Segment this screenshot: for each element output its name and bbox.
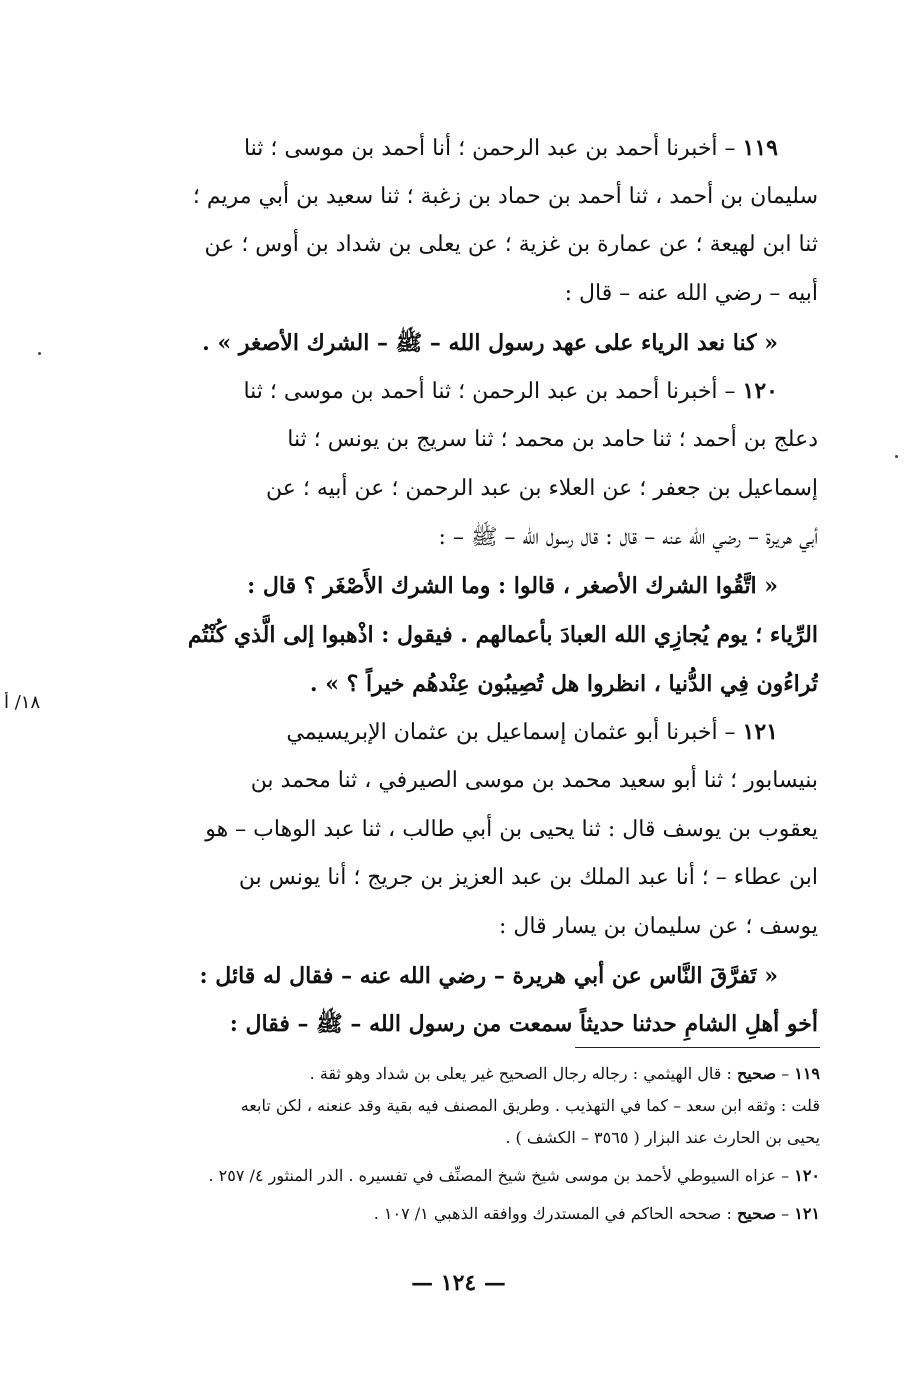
line-text: ثنا ابن لهيعة ؛ عن عمارة بن غزية ؛ عن يعلى بن شداد بن أوس ؛ عن: [204, 232, 818, 258]
line-text: « اتَّقُوا الشرك الأصغر ، قالوا : وما الشرك الأَصْغَر ؟ قال :: [247, 573, 778, 600]
scan-speck: [38, 352, 41, 355]
line-text: ابن عطاء – ؛ أنا عبد الملك بن عبد العزيز بن جريج ؛ أنا يونس بن: [238, 865, 818, 891]
line-text: الرِّياء ؛ يوم يُجازِي الله العبادَ بأعمالهم . فيقول : اذْهبوا إلى الَّذي كُنْتُم: [187, 621, 818, 648]
text-line: [118, 854, 818, 903]
line-text: – أخبرنا أحمد بن عبد الرحمن ؛ أنا أحمد بن موسى ؛ ثنا: [243, 136, 736, 161]
footnote-line: [70, 1090, 820, 1122]
line-text: – أخبرنا أبو عثمان إسماعيل بن عثمان الإبريسيمي: [286, 720, 736, 746]
line-text: بنيسابور ؛ ثنا أبو سعيد محمد بن موسى الصيرفي ، ثنا محمد بن: [250, 767, 818, 793]
text-line: [118, 806, 818, 855]
text-line: [118, 757, 818, 806]
footnote-text: قلت : وثقه ابن سعد – كما في التهذيب . وطريق المصنف فيه بقية وقد عنعنه ، لكن تابعه: [240, 1096, 820, 1115]
footnote-line: ١١٩ – صحيح : قال الهيثمي : رجاله رجال الصحيح غير يعلى بن شداد وهو ثقة .: [309, 1064, 820, 1083]
text-line: [118, 416, 818, 465]
text-line: [118, 319, 818, 368]
text-line: [118, 270, 818, 319]
text-line: [118, 952, 818, 1001]
line-text: إسماعيل بن جعفر ؛ عن العلاء بن عبد الرحمن ؛ عن أبيه ؛ عن: [265, 475, 818, 501]
text-line: [118, 221, 818, 270]
text-line: [118, 660, 818, 709]
line-text: « تَفرَّقَ النَّاس عن أبي هريرة – رضي الله عنه – فقال له قائل :: [199, 962, 778, 989]
footnotes: [70, 1058, 820, 1230]
text-line: [118, 903, 818, 952]
manuscript-folio-reference: ١٨/ أ: [4, 692, 41, 713]
text-line: [118, 367, 818, 416]
footnote-number: ١٢٠: [794, 1166, 820, 1185]
footnote-text: – عزاه السيوطي لأحمد بن موسى شيخ شيخ المصنِّف في تفسيره . الدر المنثور ٤/ ٢٥٧ .: [208, 1166, 790, 1185]
line-text: أبي هريرة – رضي الله عنه – قال : قال رسول الله – ﷺ – :: [438, 524, 818, 550]
line-text: تُراءُون فِي الدُّنيا ، انظروا هل تُصِيبُون عِنْدهُم خيراً ؟ » .: [309, 670, 818, 697]
main-text: [118, 124, 818, 1049]
hadith-number: ١٢١: [742, 719, 778, 746]
text-line: [118, 611, 818, 660]
page-number: — ١٢٤ —: [411, 1270, 506, 1296]
text-line: [118, 1000, 818, 1049]
footnote-text: يحيى بن الحارث عند البزار ( ٣٥٦٥ – الكشف ) .: [505, 1128, 820, 1147]
footnote-number: ١٢١: [794, 1204, 820, 1223]
text-line: [118, 173, 818, 222]
footnote-text: : قال الهيثمي : رجاله رجال الصحيح غير يعلى بن شداد وهو ثقة .: [309, 1064, 732, 1083]
footnote-line: [70, 1122, 820, 1154]
hadith-grade: صحيح: [736, 1204, 777, 1223]
line-text: دعلج بن أحمد ؛ ثنا حامد بن محمد ؛ ثنا سريج بن يونس ؛ ثنا: [287, 427, 818, 453]
line-text: أخو أهلِ الشامِ حدثنا حديثاً سمعت من رسول الله – ﷺ – فقال :: [229, 1011, 818, 1038]
hadith-number: ١١٩: [742, 135, 778, 161]
line-text: يوسف ؛ عن سليمان بن يسار قال :: [498, 914, 818, 939]
text-line: [118, 124, 818, 173]
hadith-number: ١٢٠: [742, 378, 778, 405]
footnote-text: : صححه الحاكم في المستدرك ووافقه الذهبي ١/ ١٠٧ .: [373, 1204, 732, 1223]
footnote-separator: [575, 1047, 820, 1048]
text-line: [118, 562, 818, 611]
line-text: يعقوب بن يوسف قال : ثنا يحيى بن أبي طالب ، ثنا عبد الوهاب – هو: [205, 816, 818, 842]
scan-speck: [895, 455, 898, 458]
footnote-line: ١٢١ – صحيح : صححه الحاكم في المستدرك ووافقه الذهبي ١/ ١٠٧ .: [373, 1204, 820, 1223]
line-text: أبيه – رضي الله عنه – قال :: [564, 281, 818, 307]
text-line: [118, 465, 818, 514]
text-line: [118, 514, 818, 563]
footnote-number: ١١٩: [794, 1064, 820, 1083]
footnote-line: [70, 1160, 820, 1192]
text-line: [118, 708, 818, 757]
line-text: سليمان بن أحمد ، ثنا أحمد بن حماد بن زغبة ؛ ثنا سعيد بن أبي مريم ؛: [192, 183, 818, 209]
line-text: « كنا نعد الرياء على عهد رسول الله – ﷺ – الشرك الأصغر » .: [202, 329, 778, 356]
hadith-grade: صحيح: [736, 1064, 777, 1083]
line-text: – أخبرنا أحمد بن عبد الرحمن ؛ ثنا أحمد بن موسى ؛ ثنا: [243, 379, 736, 405]
